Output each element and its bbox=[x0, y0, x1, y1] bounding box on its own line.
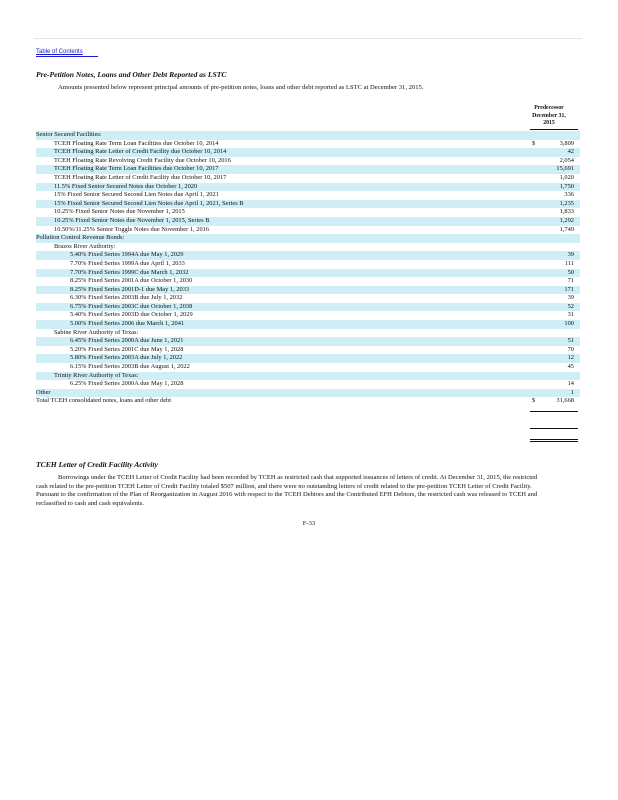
row-label: 5.80% Fixed Series 2003A due July 1, 2022 bbox=[70, 354, 183, 362]
row-label: 15% Fixed Senior Secured Second Lien Notes due April 1, 2021, Series B bbox=[54, 199, 244, 207]
table-row bbox=[36, 397, 580, 406]
column-header-line1: Predecessor bbox=[534, 105, 564, 111]
table-row bbox=[36, 389, 580, 398]
toc-link-underline bbox=[36, 56, 98, 57]
table-row bbox=[36, 286, 580, 295]
table-row bbox=[36, 277, 580, 286]
table-row bbox=[36, 140, 580, 149]
row-value: 14 bbox=[567, 380, 574, 388]
row-label: 8.25% Fixed Series 2001A due October 1, 2030 bbox=[70, 277, 193, 285]
row-label: 11.5% Fixed Senior Secured Notes due October 1, 2020 bbox=[54, 182, 198, 190]
row-label: TCEH Floating Rate Letter of Credit Facility due October 10, 2017 bbox=[54, 173, 227, 181]
table-row bbox=[36, 346, 580, 355]
row-value: 171 bbox=[564, 285, 574, 293]
row-value: 1,292 bbox=[559, 216, 574, 224]
table-row bbox=[36, 303, 580, 312]
column-header bbox=[519, 105, 579, 128]
table-row bbox=[36, 260, 580, 269]
table-row bbox=[36, 372, 580, 381]
page-number: F-33 bbox=[302, 520, 316, 527]
row-label: 5.20% Fixed Series 2001C due May 1, 2028 bbox=[70, 345, 184, 353]
row-label: 5.40% Fixed Series 2003D due October 1, 2029 bbox=[70, 311, 193, 319]
subtotal-rule bbox=[530, 411, 578, 412]
table-row bbox=[36, 165, 580, 174]
row-value: 1,833 bbox=[559, 208, 574, 216]
row-label: 7.70% Fixed Series 1999A due April 1, 2033 bbox=[70, 259, 185, 267]
row-label: 5.40% Fixed Series 1994A due May 1, 2029 bbox=[70, 251, 184, 259]
table-row bbox=[36, 148, 580, 157]
total-double-rule-2 bbox=[530, 441, 578, 442]
row-value: 50 bbox=[567, 268, 574, 276]
row-label: Trinity River Authority of Texas: bbox=[54, 371, 139, 379]
column-header-rule bbox=[530, 129, 578, 130]
row-value: 71 bbox=[567, 277, 574, 285]
row-label: 6.15% Fixed Series 2003B due August 1, 2022 bbox=[70, 363, 190, 371]
row-value: 1,235 bbox=[559, 199, 574, 207]
row-value: 336 bbox=[564, 191, 574, 199]
table-row bbox=[36, 243, 580, 252]
row-value: 3,809 bbox=[559, 139, 574, 147]
table-of-contents-link[interactable]: Table of Contents bbox=[36, 49, 83, 55]
table-row bbox=[36, 226, 580, 235]
row-value: 12 bbox=[567, 354, 574, 362]
row-label: 5.00% Fixed Series 2006 due March 1, 2041 bbox=[70, 320, 185, 328]
row-label: 7.70% Fixed Series 1999C due March 1, 2032 bbox=[70, 268, 189, 276]
debt-table bbox=[36, 131, 580, 406]
table-row bbox=[36, 329, 580, 338]
row-value: 39 bbox=[567, 294, 574, 302]
table-row bbox=[36, 157, 580, 166]
row-label: 6.25% Fixed Series 2000A due May 1, 2028 bbox=[70, 380, 184, 388]
table-row bbox=[36, 311, 580, 320]
table-row bbox=[36, 251, 580, 260]
row-currency: $ bbox=[532, 139, 536, 147]
section-heading: Pre-Petition Notes, Loans and Other Debt Reported as LSTC bbox=[36, 70, 227, 79]
table-row bbox=[36, 380, 580, 389]
row-value: 31 bbox=[567, 311, 574, 319]
table-row bbox=[36, 363, 580, 372]
row-label: TCEH Floating Rate Term Loan Facilities due October 10, 2017 bbox=[54, 165, 219, 173]
table-row bbox=[36, 183, 580, 192]
table-row bbox=[36, 269, 580, 278]
table-row bbox=[36, 174, 580, 183]
table-row bbox=[36, 337, 580, 346]
row-value: 42 bbox=[567, 148, 574, 156]
row-label: 6.30% Fixed Series 2003B due July 1, 2032 bbox=[70, 294, 183, 302]
row-value: 1,020 bbox=[559, 173, 574, 181]
column-header-line3: 2015 bbox=[543, 120, 555, 127]
row-currency: $ bbox=[532, 397, 536, 405]
row-value: 111 bbox=[564, 259, 574, 267]
row-label: Sabine River Authority of Texas: bbox=[54, 328, 139, 336]
row-label: Other bbox=[36, 388, 51, 396]
table-row bbox=[36, 234, 580, 243]
table-row bbox=[36, 200, 580, 209]
row-label: Pollution Control Revenue Bonds: bbox=[36, 234, 125, 242]
row-value: 100 bbox=[564, 320, 574, 328]
column-header-line2: December 31, bbox=[532, 112, 566, 119]
row-label: 10.25% Fixed Senior Notes due November 1, 2015 bbox=[54, 208, 185, 216]
row-label: Total TCEH consolidated notes, loans and other debt bbox=[36, 397, 172, 405]
row-label: 10.50%/11.25% Senior Toggle Notes due November 1, 2016 bbox=[54, 225, 210, 233]
row-label: 15% Fixed Senior Secured Second Lien Notes due April 1, 2021 bbox=[54, 191, 219, 199]
table-row bbox=[36, 320, 580, 329]
row-value: 31,668 bbox=[556, 397, 574, 405]
row-value: 1,749 bbox=[559, 225, 574, 233]
row-value: 2,054 bbox=[559, 156, 574, 164]
row-value: 70 bbox=[567, 345, 574, 353]
row-value: 45 bbox=[567, 363, 574, 371]
table-row bbox=[36, 217, 580, 226]
lc-paragraph: Borrowings under the TCEH Letter of Credit Facility had been recorded by TCEH as restricted cash that supported issuances of letters of credit. At December 31, 2015, the restricted cash related to the pre-petition TCEH Letter of Credit Facility totaled $507 million, and there were no outstanding letters of credit related to the pre-petition TCEH Letter of Credit Facility. Pursuant to the confirmation of the Plan of Reorganization in August 2016 with respect to the TCEH Debtors and the Contributed EFH Debtors, the restricted cash was released to TCEH and reclassified to cash and cash equivalents. bbox=[36, 474, 538, 507]
row-label: 8.25% Fixed Series 2001D-1 due May 1, 2033 bbox=[70, 285, 190, 293]
row-value: 1 bbox=[570, 388, 574, 396]
row-value: 1,750 bbox=[559, 182, 574, 190]
row-label: TCEH Floating Rate Revolving Credit Facility due October 10, 2016 bbox=[54, 156, 231, 164]
row-value: 52 bbox=[567, 302, 574, 310]
row-label: Brazos River Authority: bbox=[54, 242, 116, 250]
table-row bbox=[36, 208, 580, 217]
table-row bbox=[36, 131, 580, 140]
row-label: TCEH Floating Rate Term Loan Facilities due October 10, 2014 bbox=[54, 139, 219, 147]
total-double-rule-1 bbox=[530, 439, 578, 440]
row-value: 51 bbox=[567, 337, 574, 345]
table-row bbox=[36, 191, 580, 200]
row-label: Senior Secured Facilities: bbox=[36, 131, 102, 138]
row-value: 39 bbox=[567, 251, 574, 259]
row-label: 6.45% Fixed Series 2000A due June 1, 2021 bbox=[70, 337, 184, 345]
row-label: TCEH Floating Rate Letter of Credit Facility due October 10, 2014 bbox=[54, 148, 227, 156]
table-row bbox=[36, 354, 580, 363]
total-rule-top bbox=[530, 428, 578, 429]
lc-heading: TCEH Letter of Credit Facility Activity bbox=[36, 460, 158, 469]
table-row bbox=[36, 294, 580, 303]
row-label: 6.75% Fixed Series 2003C due October 1, 2038 bbox=[70, 302, 193, 310]
intro-paragraph: Amounts presented below represent principal amounts of pre-petition notes, loans and other debt reported as LSTC at December 31, 2015. bbox=[58, 84, 424, 91]
row-value: 15,691 bbox=[556, 165, 574, 173]
top-divider bbox=[34, 38, 582, 39]
row-label: 10.25% Fixed Senior Notes due November 1, 2015, Series B bbox=[54, 216, 210, 224]
